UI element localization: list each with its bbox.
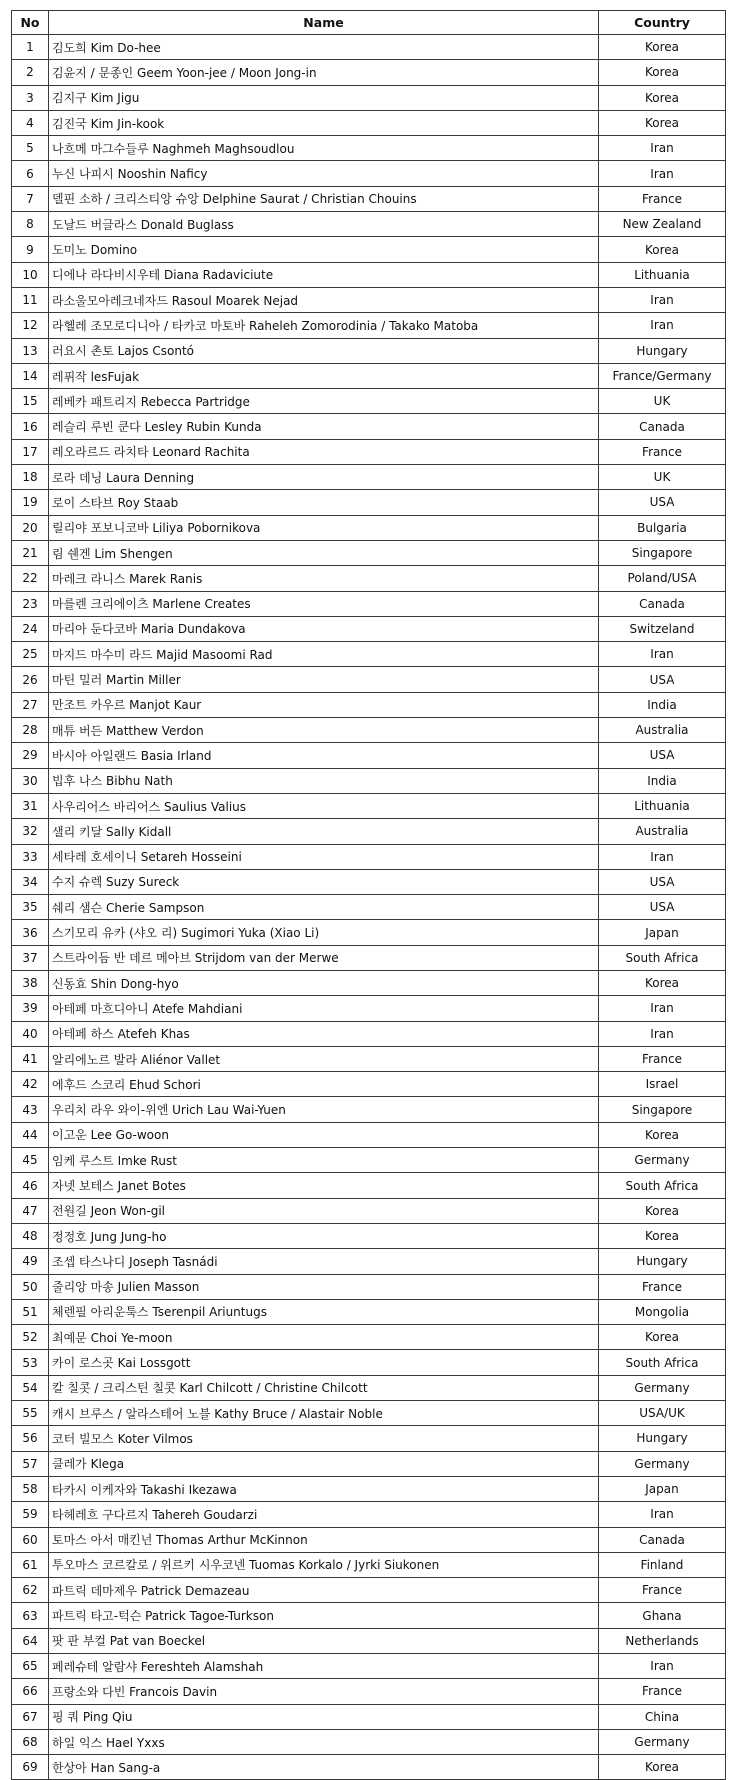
- table-row: [12, 212, 726, 237]
- row-number: 25: [12, 642, 49, 667]
- artist-name: 아테페 마흐디아니 Atefe Mahdiani: [49, 996, 599, 1021]
- row-number: 55: [12, 1401, 49, 1426]
- artist-country: Korea: [599, 110, 726, 135]
- table-row: [12, 1274, 726, 1299]
- artist-name: 캐시 브루스 / 알라스테어 노블 Kathy Bruce / Alastair Noble: [49, 1401, 599, 1426]
- artist-country: USA/UK: [599, 1401, 726, 1426]
- artist-name: 마리아 둔다코바 Maria Dundakova: [49, 616, 599, 641]
- row-number: 18: [12, 465, 49, 490]
- artist-name: 코터 빌모스 Koter Vilmos: [49, 1426, 599, 1451]
- artist-country: Iran: [599, 161, 726, 186]
- table-row: [12, 743, 726, 768]
- artist-name: 도날드 버글라스 Donald Buglass: [49, 212, 599, 237]
- artist-name: 김지구 Kim Jigu: [49, 85, 599, 110]
- table-row: [12, 1350, 726, 1375]
- row-number: 32: [12, 819, 49, 844]
- artist-country: Iran: [599, 844, 726, 869]
- artist-name: 체렌필 아리운툭스 Tserenpil Ariuntugs: [49, 1299, 599, 1324]
- row-number: 28: [12, 718, 49, 743]
- artist-country: Korea: [599, 970, 726, 995]
- row-number: 24: [12, 616, 49, 641]
- table-row: [12, 1021, 726, 1046]
- artist-name: 나흐메 마그수들루 Naghmeh Maghsoudlou: [49, 136, 599, 161]
- artist-country: USA: [599, 895, 726, 920]
- table-row: [12, 1173, 726, 1198]
- artist-country: Korea: [599, 1122, 726, 1147]
- row-number: 44: [12, 1122, 49, 1147]
- artist-name: 김진국 Kim Jin-kook: [49, 110, 599, 135]
- table-row: [12, 1527, 726, 1552]
- artist-name: 디에나 라다비시우테 Diana Radaviciute: [49, 262, 599, 287]
- header-name: Name: [49, 11, 599, 35]
- table-row: [12, 869, 726, 894]
- row-number: 57: [12, 1451, 49, 1476]
- row-number: 48: [12, 1223, 49, 1248]
- table-row: [12, 287, 726, 312]
- artist-country: Iran: [599, 1502, 726, 1527]
- table-row: [12, 1679, 726, 1704]
- table-row: [12, 1401, 726, 1426]
- row-number: 50: [12, 1274, 49, 1299]
- row-number: 27: [12, 692, 49, 717]
- artist-country: Israel: [599, 1072, 726, 1097]
- artist-name: 김도희 Kim Do-hee: [49, 35, 599, 60]
- row-number: 9: [12, 237, 49, 262]
- table-row: [12, 1628, 726, 1653]
- artist-country: Netherlands: [599, 1628, 726, 1653]
- table-row: [12, 1502, 726, 1527]
- artist-name: 하일 익스 Hael Yxxs: [49, 1729, 599, 1754]
- row-number: 17: [12, 439, 49, 464]
- row-number: 56: [12, 1426, 49, 1451]
- artist-name: 카이 로스곳 Kai Lossgott: [49, 1350, 599, 1375]
- artist-name: 델핀 소하 / 크리스티앙 슈앙 Delphine Saurat / Christian Chouins: [49, 186, 599, 211]
- header-row: [12, 11, 726, 35]
- artist-name: 매튜 버든 Matthew Verdon: [49, 718, 599, 743]
- row-number: 3: [12, 85, 49, 110]
- table-row: [12, 313, 726, 338]
- artist-name: 투오마스 코르칼로 / 위르키 시우코넨 Tuomas Korkalo / Jyrki Siukonen: [49, 1552, 599, 1577]
- artist-name: 만조트 카우르 Manjot Kaur: [49, 692, 599, 717]
- row-number: 67: [12, 1704, 49, 1729]
- table-row: [12, 895, 726, 920]
- row-number: 61: [12, 1552, 49, 1577]
- table-row: [12, 1072, 726, 1097]
- table-row: [12, 1476, 726, 1501]
- artist-name: 아테페 하스 Atefeh Khas: [49, 1021, 599, 1046]
- artist-name: 레오라르드 라치타 Leonard Rachita: [49, 439, 599, 464]
- header-no: No: [12, 11, 49, 35]
- table-row: [12, 85, 726, 110]
- table-row: [12, 718, 726, 743]
- row-number: 16: [12, 414, 49, 439]
- artist-name: 조셉 타스나디 Joseph Tasnádi: [49, 1249, 599, 1274]
- row-number: 35: [12, 895, 49, 920]
- artist-country: USA: [599, 667, 726, 692]
- artist-country: Japan: [599, 920, 726, 945]
- row-number: 29: [12, 743, 49, 768]
- table-row: [12, 768, 726, 793]
- artist-country: Ghana: [599, 1603, 726, 1628]
- artist-name: 핑 쿼 Ping Qiu: [49, 1704, 599, 1729]
- artist-country: France: [599, 1046, 726, 1071]
- artist-country: Germany: [599, 1451, 726, 1476]
- artist-name: 누신 나피시 Nooshin Naficy: [49, 161, 599, 186]
- row-number: 36: [12, 920, 49, 945]
- artist-country: Canada: [599, 1527, 726, 1552]
- artist-name: 파트릭 타고-턱슨 Patrick Tagoe-Turkson: [49, 1603, 599, 1628]
- artist-name: 칼 칠콧 / 크리스틴 칠콧 Karl Chilcott / Christine Chilcott: [49, 1375, 599, 1400]
- artist-name: 스기모리 유카 (샤오 리) Sugimori Yuka (Xiao Li): [49, 920, 599, 945]
- row-number: 65: [12, 1654, 49, 1679]
- row-number: 62: [12, 1578, 49, 1603]
- table-row: [12, 515, 726, 540]
- row-number: 39: [12, 996, 49, 1021]
- artist-country: USA: [599, 743, 726, 768]
- table-row: [12, 819, 726, 844]
- row-number: 40: [12, 1021, 49, 1046]
- artist-country: Iran: [599, 642, 726, 667]
- row-number: 23: [12, 591, 49, 616]
- artist-country: Japan: [599, 1476, 726, 1501]
- row-number: 38: [12, 970, 49, 995]
- table-row: [12, 465, 726, 490]
- table-row: [12, 1097, 726, 1122]
- row-number: 42: [12, 1072, 49, 1097]
- artist-country: Finland: [599, 1552, 726, 1577]
- table-row: [12, 1729, 726, 1754]
- table-row: [12, 616, 726, 641]
- artist-name: 릴리야 포보니코바 Liliya Pobornikova: [49, 515, 599, 540]
- table-row: [12, 1755, 726, 1780]
- artist-name: 스트라이듬 반 데르 메아브 Strijdom van der Merwe: [49, 945, 599, 970]
- artist-name: 알리에노르 발라 Aliénor Vallet: [49, 1046, 599, 1071]
- artist-name: 마지드 마수미 라드 Majid Masoomi Rad: [49, 642, 599, 667]
- artist-name: 세타레 호세이니 Setareh Hosseini: [49, 844, 599, 869]
- artist-country: Iran: [599, 287, 726, 312]
- table-row: [12, 439, 726, 464]
- artist-name: 최예문 Choi Ye-moon: [49, 1325, 599, 1350]
- artist-name: 마를렌 크리에이츠 Marlene Creates: [49, 591, 599, 616]
- row-number: 52: [12, 1325, 49, 1350]
- row-number: 11: [12, 287, 49, 312]
- row-number: 12: [12, 313, 49, 338]
- artist-name: 로라 데닝 Laura Denning: [49, 465, 599, 490]
- artist-country: Korea: [599, 237, 726, 262]
- row-number: 6: [12, 161, 49, 186]
- artist-country: India: [599, 692, 726, 717]
- artist-country: China: [599, 1704, 726, 1729]
- artist-name: 토마스 아서 매킨넌 Thomas Arthur McKinnon: [49, 1527, 599, 1552]
- artist-name: 라소울모아레크네자드 Rasoul Moarek Nejad: [49, 287, 599, 312]
- artist-name: 샐리 키달 Sally Kidall: [49, 819, 599, 844]
- artist-name: 타카시 이케자와 Takashi Ikezawa: [49, 1476, 599, 1501]
- table-row: [12, 1046, 726, 1071]
- artist-name: 정정호 Jung Jung-ho: [49, 1223, 599, 1248]
- artist-country: Bulgaria: [599, 515, 726, 540]
- table-row: [12, 35, 726, 60]
- row-number: 45: [12, 1148, 49, 1173]
- artist-country: Canada: [599, 591, 726, 616]
- table-row: [12, 996, 726, 1021]
- artist-country: Korea: [599, 85, 726, 110]
- row-number: 10: [12, 262, 49, 287]
- artist-country: New Zealand: [599, 212, 726, 237]
- row-number: 63: [12, 1603, 49, 1628]
- table-row: [12, 136, 726, 161]
- row-number: 64: [12, 1628, 49, 1653]
- artist-country: Korea: [599, 1755, 726, 1780]
- table-row: [12, 1704, 726, 1729]
- table-row: [12, 1299, 726, 1324]
- table-row: [12, 1451, 726, 1476]
- table-header: [12, 11, 726, 35]
- table-row: [12, 642, 726, 667]
- row-number: 22: [12, 566, 49, 591]
- row-number: 4: [12, 110, 49, 135]
- artist-name: 김윤지 / 문종인 Geem Yoon-jee / Moon Jong-in: [49, 60, 599, 85]
- row-number: 8: [12, 212, 49, 237]
- row-number: 34: [12, 869, 49, 894]
- artist-country: Korea: [599, 1325, 726, 1350]
- row-number: 46: [12, 1173, 49, 1198]
- row-number: 43: [12, 1097, 49, 1122]
- artist-country: Germany: [599, 1148, 726, 1173]
- row-number: 66: [12, 1679, 49, 1704]
- artist-country: France/Germany: [599, 363, 726, 388]
- row-number: 33: [12, 844, 49, 869]
- artist-name: 우리치 라우 와이-위엔 Urich Lau Wai-Yuen: [49, 1097, 599, 1122]
- artist-name: 타헤레흐 구다르지 Tahereh Goudarzi: [49, 1502, 599, 1527]
- artist-name: 전원길 Jeon Won-gil: [49, 1198, 599, 1223]
- artist-country: Switzeland: [599, 616, 726, 641]
- table-row: [12, 1654, 726, 1679]
- artist-country: Korea: [599, 60, 726, 85]
- artist-country: Singapore: [599, 540, 726, 565]
- artist-country: Australia: [599, 718, 726, 743]
- artist-country: France: [599, 1679, 726, 1704]
- row-number: 69: [12, 1755, 49, 1780]
- artist-country: Singapore: [599, 1097, 726, 1122]
- artist-table: [11, 10, 726, 1780]
- row-number: 13: [12, 338, 49, 363]
- table-row: [12, 262, 726, 287]
- artist-name: 레슬리 루빈 쿤다 Lesley Rubin Kunda: [49, 414, 599, 439]
- artist-country: Mongolia: [599, 1299, 726, 1324]
- artist-country: Iran: [599, 996, 726, 1021]
- artist-name: 마레크 라니스 Marek Ranis: [49, 566, 599, 591]
- artist-name: 팟 판 부컬 Pat van Boeckel: [49, 1628, 599, 1653]
- artist-country: Korea: [599, 1223, 726, 1248]
- table-row: [12, 540, 726, 565]
- table-row: [12, 793, 726, 818]
- artist-country: USA: [599, 490, 726, 515]
- row-number: 47: [12, 1198, 49, 1223]
- artist-country: Germany: [599, 1729, 726, 1754]
- artist-name: 프랑소와 다빈 Francois Davin: [49, 1679, 599, 1704]
- row-number: 15: [12, 389, 49, 414]
- artist-country: Lithuania: [599, 793, 726, 818]
- artist-name: 한상아 Han Sang-a: [49, 1755, 599, 1780]
- artist-country: France: [599, 439, 726, 464]
- artist-country: UK: [599, 389, 726, 414]
- row-number: 53: [12, 1350, 49, 1375]
- table-body: [12, 35, 726, 1780]
- artist-name: 레퓌작 lesFujak: [49, 363, 599, 388]
- row-number: 7: [12, 186, 49, 211]
- artist-country: Iran: [599, 1021, 726, 1046]
- artist-country: Korea: [599, 35, 726, 60]
- row-number: 68: [12, 1729, 49, 1754]
- table-row: [12, 1249, 726, 1274]
- table-row: [12, 1148, 726, 1173]
- artist-country: France: [599, 1578, 726, 1603]
- table-row: [12, 338, 726, 363]
- table-row: [12, 1578, 726, 1603]
- row-number: 54: [12, 1375, 49, 1400]
- artist-name: 로이 스타브 Roy Staab: [49, 490, 599, 515]
- table-row: [12, 1325, 726, 1350]
- row-number: 1: [12, 35, 49, 60]
- row-number: 2: [12, 60, 49, 85]
- artist-country: Hungary: [599, 338, 726, 363]
- artist-name: 쉐리 샘슨 Cherie Sampson: [49, 895, 599, 920]
- row-number: 26: [12, 667, 49, 692]
- artist-name: 러요시 촌토 Lajos Csontó: [49, 338, 599, 363]
- row-number: 31: [12, 793, 49, 818]
- artist-name: 빕후 나스 Bibhu Nath: [49, 768, 599, 793]
- artist-country: Poland/USA: [599, 566, 726, 591]
- table-row: [12, 1198, 726, 1223]
- artist-country: Canada: [599, 414, 726, 439]
- artist-name: 이고운 Lee Go-woon: [49, 1122, 599, 1147]
- table-row: [12, 1426, 726, 1451]
- artist-country: Iran: [599, 136, 726, 161]
- artist-name: 바시아 아일랜드 Basia Irland: [49, 743, 599, 768]
- artist-country: Lithuania: [599, 262, 726, 287]
- artist-name: 파트릭 데마제우 Patrick Demazeau: [49, 1578, 599, 1603]
- artist-country: Hungary: [599, 1249, 726, 1274]
- table-row: [12, 1552, 726, 1577]
- table-row: [12, 667, 726, 692]
- row-number: 49: [12, 1249, 49, 1274]
- artist-name: 수지 슈렉 Suzy Sureck: [49, 869, 599, 894]
- table-row: [12, 161, 726, 186]
- artist-name: 사우리어스 바리어스 Saulius Valius: [49, 793, 599, 818]
- artist-country: France: [599, 186, 726, 211]
- row-number: 60: [12, 1527, 49, 1552]
- table-row: [12, 692, 726, 717]
- row-number: 5: [12, 136, 49, 161]
- table-row: [12, 1603, 726, 1628]
- header-country: Country: [599, 11, 726, 35]
- row-number: 19: [12, 490, 49, 515]
- row-number: 21: [12, 540, 49, 565]
- artist-name: 레베카 패트리지 Rebecca Partridge: [49, 389, 599, 414]
- artist-name: 줄리앙 마송 Julien Masson: [49, 1274, 599, 1299]
- table-row: [12, 566, 726, 591]
- artist-name: 도미노 Domino: [49, 237, 599, 262]
- row-number: 37: [12, 945, 49, 970]
- table-row: [12, 363, 726, 388]
- table-row: [12, 970, 726, 995]
- table-row: [12, 1223, 726, 1248]
- table-row: [12, 920, 726, 945]
- row-number: 20: [12, 515, 49, 540]
- row-number: 14: [12, 363, 49, 388]
- artist-country: UK: [599, 465, 726, 490]
- row-number: 51: [12, 1299, 49, 1324]
- artist-country: South Africa: [599, 1350, 726, 1375]
- artist-name: 림 쉔겐 Lim Shengen: [49, 540, 599, 565]
- artist-table-container: [11, 10, 725, 1780]
- artist-name: 클레가 Klega: [49, 1451, 599, 1476]
- artist-country: South Africa: [599, 945, 726, 970]
- table-row: [12, 1122, 726, 1147]
- table-row: [12, 490, 726, 515]
- artist-name: 에후드 스코리 Ehud Schori: [49, 1072, 599, 1097]
- artist-name: 자넷 보테스 Janet Botes: [49, 1173, 599, 1198]
- table-row: [12, 945, 726, 970]
- table-row: [12, 186, 726, 211]
- table-row: [12, 60, 726, 85]
- table-row: [12, 389, 726, 414]
- artist-country: India: [599, 768, 726, 793]
- row-number: 59: [12, 1502, 49, 1527]
- artist-country: Iran: [599, 1654, 726, 1679]
- artist-country: South Africa: [599, 1173, 726, 1198]
- artist-country: Korea: [599, 1198, 726, 1223]
- row-number: 41: [12, 1046, 49, 1071]
- row-number: 30: [12, 768, 49, 793]
- artist-name: 마틴 밀러 Martin Miller: [49, 667, 599, 692]
- row-number: 58: [12, 1476, 49, 1501]
- artist-name: 라헬레 조모로디니아 / 타카코 마토바 Raheleh Zomorodinia / Takako Matoba: [49, 313, 599, 338]
- table-row: [12, 237, 726, 262]
- table-row: [12, 110, 726, 135]
- table-row: [12, 1375, 726, 1400]
- artist-name: 페레슈테 알람샤 Fereshteh Alamshah: [49, 1654, 599, 1679]
- artist-name: 임케 루스트 Imke Rust: [49, 1148, 599, 1173]
- table-row: [12, 591, 726, 616]
- table-row: [12, 414, 726, 439]
- artist-country: USA: [599, 869, 726, 894]
- artist-country: Hungary: [599, 1426, 726, 1451]
- artist-name: 신동효 Shin Dong-hyo: [49, 970, 599, 995]
- artist-country: Germany: [599, 1375, 726, 1400]
- artist-country: Iran: [599, 313, 726, 338]
- artist-country: Australia: [599, 819, 726, 844]
- artist-country: France: [599, 1274, 726, 1299]
- table-row: [12, 844, 726, 869]
